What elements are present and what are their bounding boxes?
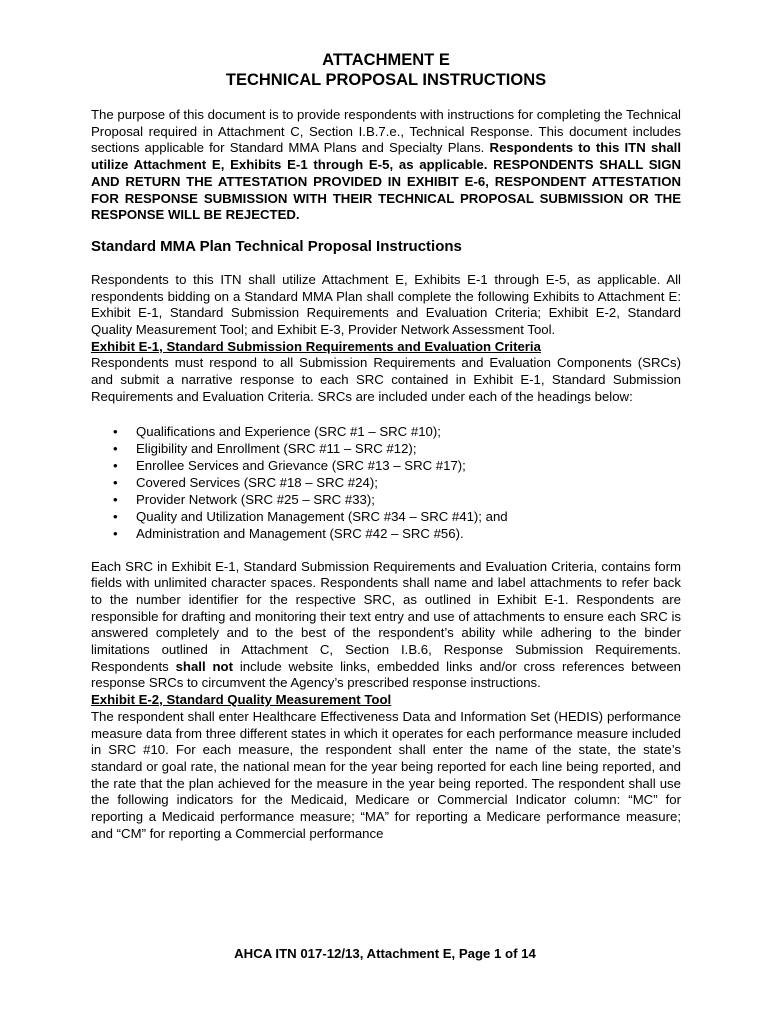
list-item-text: Covered Services (SRC #18 – SRC #24); bbox=[136, 474, 378, 490]
list-item-text: Provider Network (SRC #25 – SRC #33); bbox=[136, 491, 375, 507]
bullet-icon: • bbox=[113, 457, 118, 473]
list-item bbox=[91, 423, 681, 440]
exhibit-e2-heading: Exhibit E-2, Standard Quality Measurement Tool bbox=[91, 692, 392, 708]
list-item bbox=[91, 525, 681, 542]
bullet-icon: • bbox=[113, 508, 118, 524]
bullet-icon: • bbox=[113, 440, 118, 456]
page-footer: AHCA ITN 017-12/13, Attachment E, Page 1 of 14 bbox=[234, 946, 536, 961]
list-item bbox=[91, 457, 681, 474]
list-item bbox=[91, 508, 681, 525]
bullet-icon: • bbox=[113, 474, 118, 490]
exhibit-e2-paragraph: The respondent shall enter Healthcare Effectiveness Data and Information Set (HEDIS) performance measure data from three different states in which it operates for each performance measure included in SRC #10. For each measure, the respondent shall enter the name of the state, the state’s standard or goal rate, the national mean for the year being reported for each line being reported, and the rate that the plan achieved for the measure in the year being reported. The respondent shall use the following indicators for the Medicaid, Medicare or Commercial Indicator column: “MC” for reporting a Medicaid performance measure; “MA” for reporting a Medicare performance measure; and “CM” for reporting a Commercial performance bbox=[91, 708, 681, 841]
detail-text-before: Each SRC in Exhibit E-1, Standard Submission Requirements and Evaluation Criteria, contains form fields with unlimited character spaces. Respondents shall name and label attachments to refer back to the number identifier for the respective SRC, as outlined in Exhibit E-1. Respondents are responsible for drafting and monitoring their text entry and use of attachments to ensure each SRC is answered completely and to the best of the respondent’s ability while adhering to the binder limitations outlined in Attachment C, Section I.B.6, Response Submission Requirements. Respondents bbox=[91, 558, 681, 674]
standard-section-paragraph: Respondents to this ITN shall utilize Attachment E, Exhibits E-1 through E-5, as applicable. All respondents bidding on a Standard MMA Plan shall complete the following Exhibits to Attachment E: Exhibit E-1, Standard Submission Requirements and Evaluation Criteria; Exhibit E-2, Standard Quality Measurement Tool; and Exhibit E-3, Provider Network Assessment Tool. bbox=[91, 271, 681, 338]
list-item-text: Enrollee Services and Grievance (SRC #13 – SRC #17); bbox=[136, 457, 466, 473]
intro-bold-text: Respondents to this ITN shall utilize Attachment E, Exhibits E-1 through E-5, as applicable. RESPONDENTS SHALL SIGN AND RETURN THE ATTESTATION PROVIDED IN EXHIBIT E-6, RESPONDENT ATTESTATION FOR RESPONSE SUBMISSION WITH THEIR TECHNICAL PROPOSAL SUBMISSION OR THE RESPONSE WILL BE REJECTED. bbox=[91, 140, 682, 223]
bullet-icon: • bbox=[113, 423, 118, 439]
exhibit-e1-intro: Respondents must respond to all Submission Requirements and Evaluation Components (SRCs) and submit a narrative response to each SRC contained in Exhibit E-1, Standard Submission Requirements and Evaluation Criteria. SRCs are included under each of the headings below: bbox=[91, 355, 681, 404]
list-item-text: Quality and Utilization Management (SRC #34 – SRC #41); and bbox=[136, 508, 508, 524]
detail-text-after: include website links, embedded links and/or cross references between response SRCs to circumvent the Agency’s prescribed response instructions. bbox=[91, 658, 682, 691]
standard-section-heading: Standard MMA Plan Technical Proposal Instructions bbox=[91, 237, 462, 255]
list-item-text: Eligibility and Enrollment (SRC #11 – SRC #12); bbox=[136, 440, 417, 456]
list-item-text: Administration and Management (SRC #42 – SRC #56). bbox=[136, 525, 464, 541]
list-item bbox=[91, 440, 681, 457]
exhibit-e1-heading: Exhibit E-1, Standard Submission Requirements and Evaluation Criteria bbox=[91, 338, 541, 354]
detail-emphasis: shall not bbox=[175, 658, 233, 674]
intro-paragraph bbox=[91, 107, 681, 224]
list-item-text: Qualifications and Experience (SRC #1 – SRC #10); bbox=[136, 423, 441, 439]
document-title-line2: TECHNICAL PROPOSAL INSTRUCTIONS bbox=[225, 71, 547, 89]
bullet-icon: • bbox=[113, 491, 118, 507]
list-item bbox=[91, 474, 681, 491]
exhibit-e1-detail-paragraph bbox=[91, 559, 681, 693]
intro-text: The purpose of this document is to provide respondents with instructions for completing the Technical Proposal required in Attachment C, Section I.B.7.e., Technical Response. This document includes sections applicable for Standard MMA Plans and Specialty Plans. bbox=[91, 107, 681, 156]
document-page bbox=[91, 50, 681, 843]
document-title-line1: ATTACHMENT E bbox=[322, 51, 450, 69]
list-item bbox=[91, 491, 681, 508]
bullet-icon: • bbox=[113, 525, 118, 541]
src-heading-list bbox=[91, 423, 681, 542]
